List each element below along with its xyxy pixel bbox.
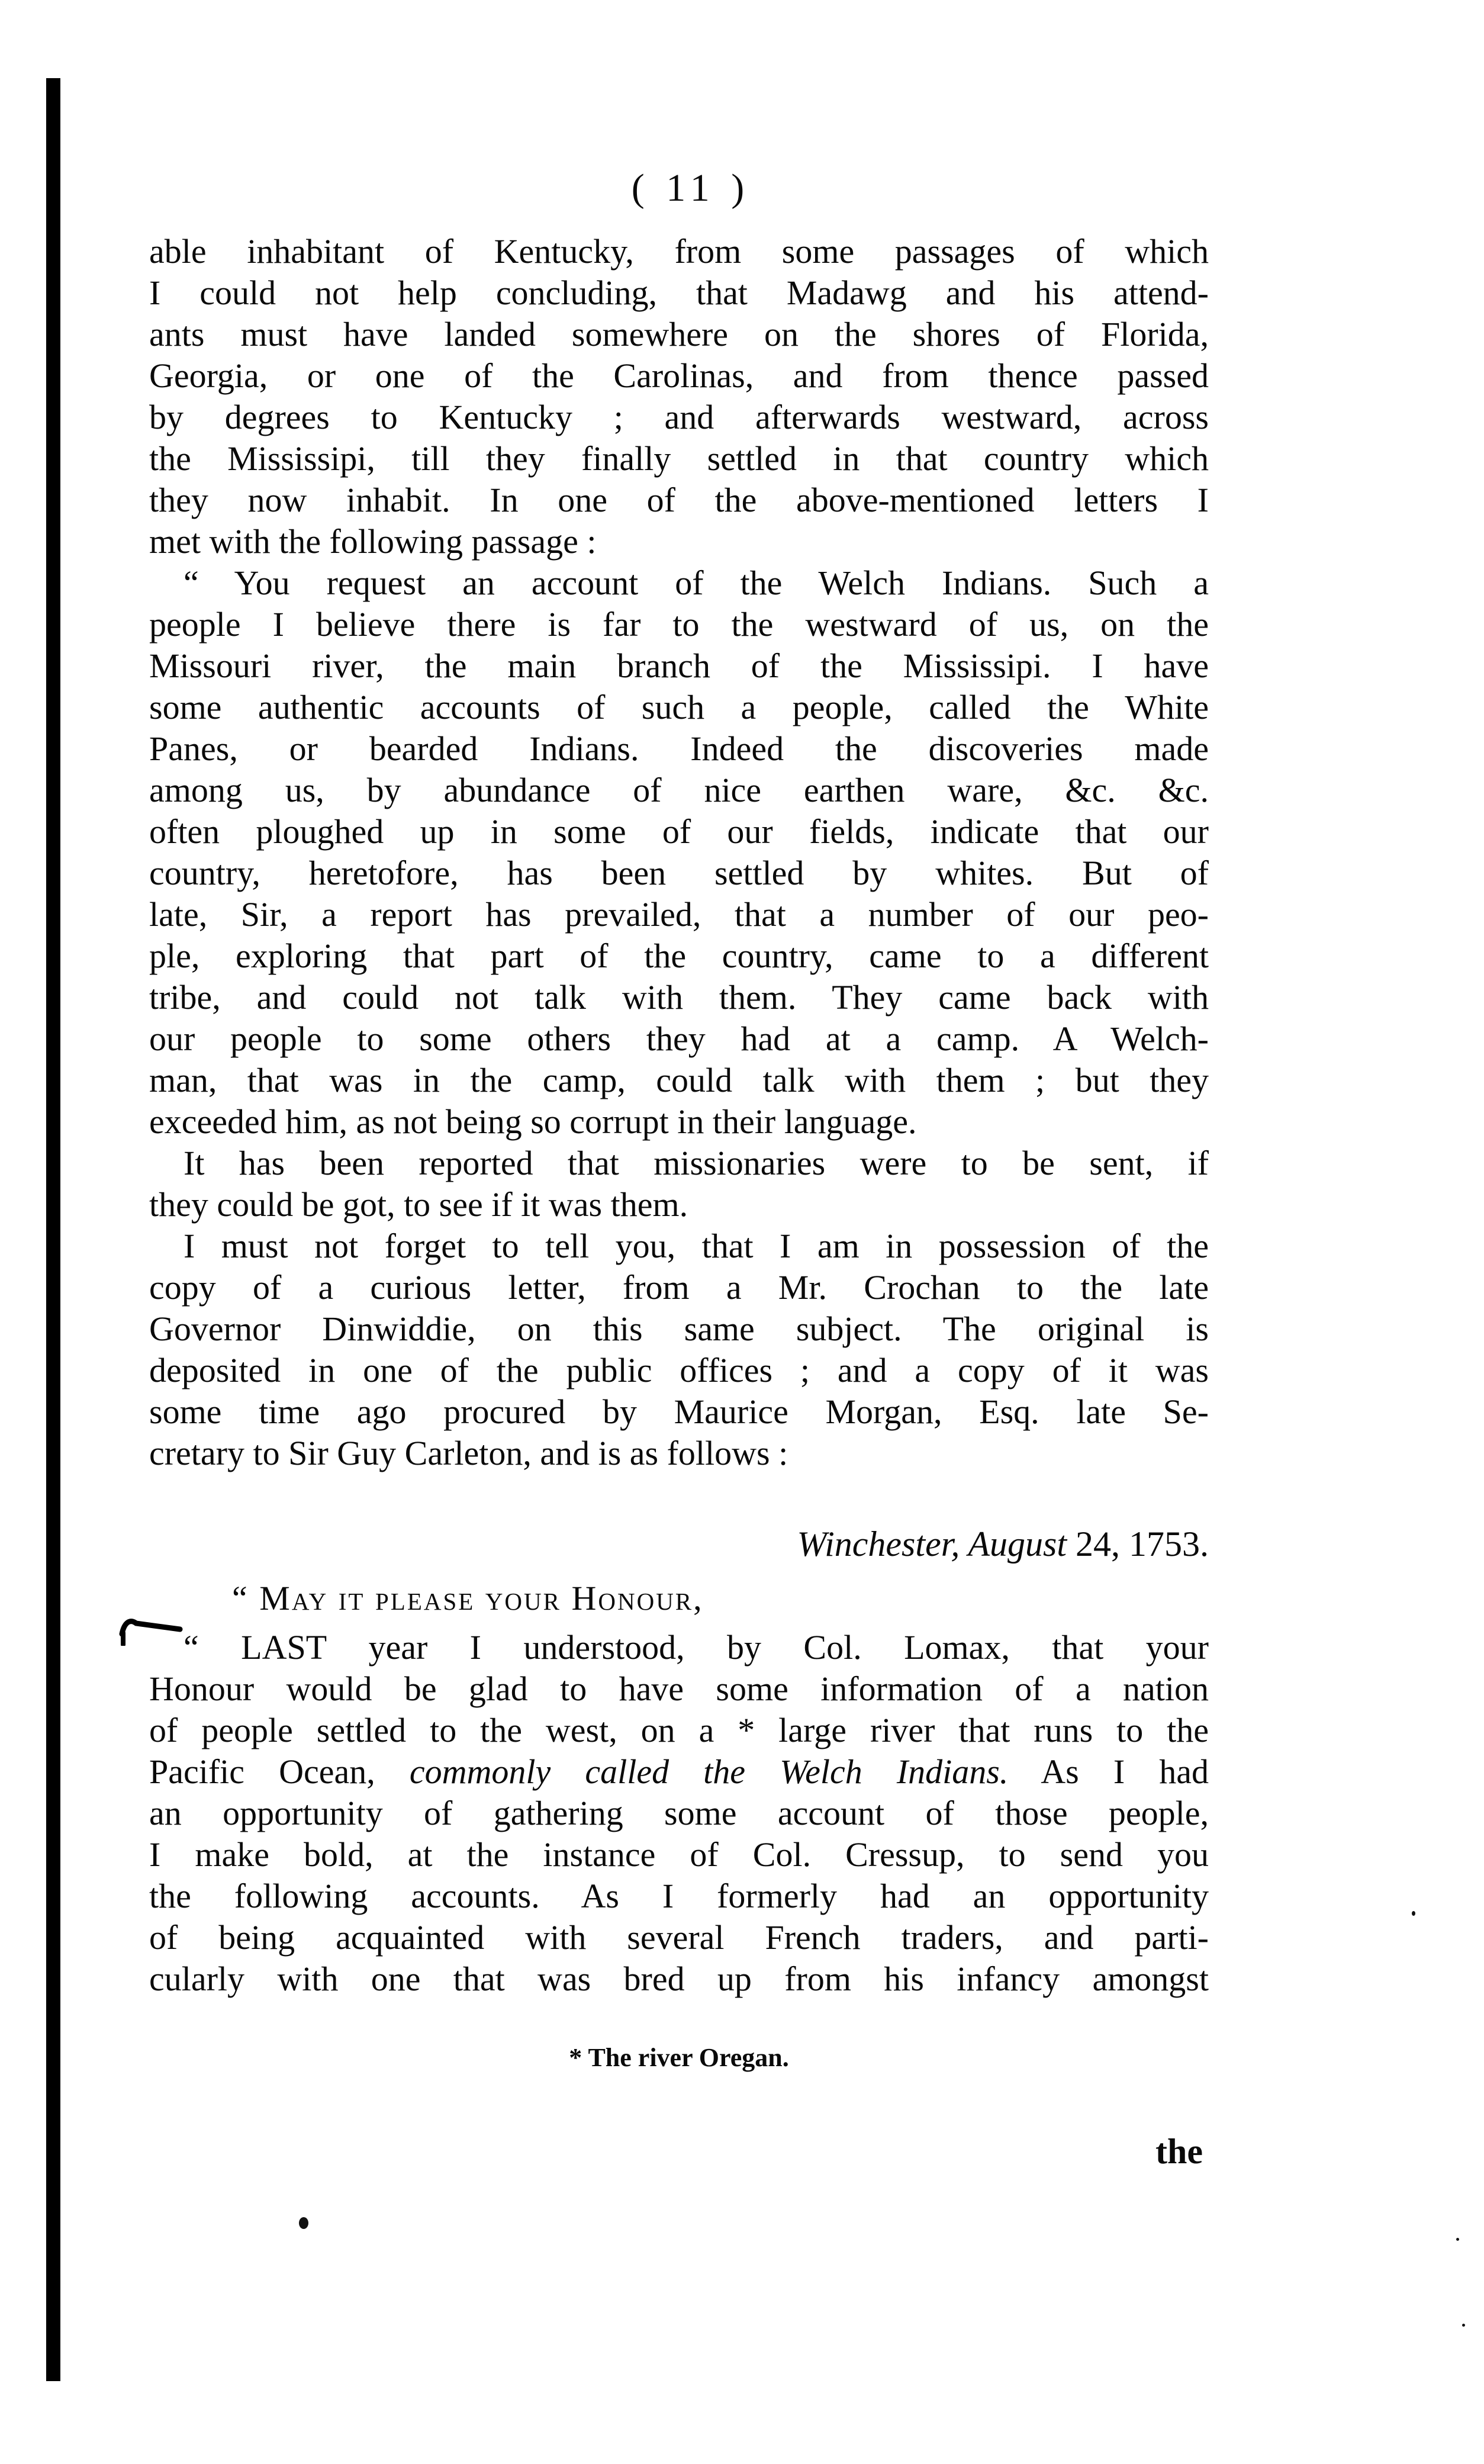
text-line: Governor Dinwiddie, on this same subject. The original is [149,1310,1209,1348]
paragraph-4 [149,1225,1209,1474]
text-line: among us, by abundance of nice earthen ware, &c. &c. [149,771,1209,809]
text-line: I make bold, at the instance of Col. Cressup, to send you [149,1835,1209,1874]
dateline-place: Winchester, August [797,1524,1067,1564]
text-line: some authentic accounts of such a people, called the White [149,688,1209,726]
text-line: late, Sir, a report has prevailed, that a number of our peo- [149,895,1209,934]
text-line: I could not help concluding, that Madawg and his attend- [149,274,1209,312]
text-line: Honour would be glad to have some information of a nation [149,1670,1209,1708]
ink-speck [1412,1911,1415,1916]
text-line [149,1751,1209,1793]
letter-dateline [149,1520,1209,1568]
text-line: It has been reported that missionaries were to be sent, if [184,1144,1209,1182]
catchword: the [1155,2132,1203,2171]
page-number: ( 11 ) [631,166,751,210]
ink-speck [299,2217,308,2229]
scan-edge-bar [46,78,60,2381]
text-line: ants must have landed somewhere on the shores of Florida, [149,315,1209,353]
text-line: cularly with one that was bred up from his infancy amongst [149,1960,1209,1998]
text-line: the Mississipi, till they finally settled in that country which [149,439,1209,478]
letter-salutation: “ May it please your Honour, [232,1579,704,1617]
text-line: our people to some others they had at a camp. A Welch- [149,1019,1209,1058]
text-line: often ploughed up in some of our fields, indicate that our [149,812,1209,851]
text-line: they could be got, to see if it was them. [149,1185,688,1224]
text-fragment: As I had [1008,1752,1209,1791]
paragraph-1 [149,231,1209,562]
text-line: Georgia, or one of the Carolinas, and from thence passed [149,356,1209,395]
text-line: copy of a curious letter, from a Mr. Crochan to the late [149,1268,1209,1307]
text-line: deposited in one of the public offices ; and a copy of it was [149,1351,1209,1389]
text-line: country, heretofore, has been settled by whites. But of [149,854,1209,892]
text-line: cretary to Sir Guy Carleton, and is as follows : [149,1434,788,1472]
book-page [149,166,1209,2171]
text-line: the following accounts. As I formerly had an opportunity [149,1877,1209,1915]
italic-phrase: commonly called the Welch Indians. [409,1752,1009,1791]
paragraph-2-quotation [149,562,1209,1143]
text-line: man, that was in the camp, could talk with them ; but they [149,1061,1209,1099]
text-line: met with the following passage : [149,522,597,561]
letter-body [149,1627,1209,2000]
text-line: exceeded him, as not being so corrupt in their language. [149,1102,917,1141]
text-line: of being acquainted with several French traders, and parti- [149,1918,1209,1957]
text-line: Missouri river, the main branch of the Mississipi. I have [149,646,1209,685]
text-fragment: Pacific Ocean, [149,1752,410,1791]
text-line: an opportunity of gathering some account of those people, [149,1794,1209,1832]
text-line: some time ago procured by Maurice Morgan, Esq. late Se- [149,1392,1209,1431]
text-line: of people settled to the west, on a * large river that runs to the [149,1711,1209,1749]
text-line: by degrees to Kentucky ; and afterwards westward, across [149,398,1209,436]
text-line: I must not forget to tell you, that I am in possession of the [184,1227,1209,1265]
text-line: able inhabitant of Kentucky, from some passages of which [149,232,1209,271]
text-line: they now inhabit. In one of the above-mentioned letters I [149,481,1209,519]
paragraph-3 [149,1143,1209,1225]
text-line: ple, exploring that part of the country, came to a different [149,937,1209,975]
ink-speck [1462,2324,1465,2327]
text-line: people I believe there is far to the westward of us, on the [149,605,1209,644]
text-line: tribe, and could not talk with them. They came back with [149,978,1209,1017]
text-line: Panes, or bearded Indians. Indeed the discoveries made [149,729,1209,768]
footnote: * The river Oregan. [569,2043,789,2072]
text-line: “ LAST year I understood, by Col. Lomax, that your [184,1628,1209,1667]
dateline-date: 24, 1753. [1076,1524,1209,1564]
ink-speck [1456,2238,1459,2241]
text-line: “ You request an account of the Welch Indians. Such a [184,564,1209,602]
